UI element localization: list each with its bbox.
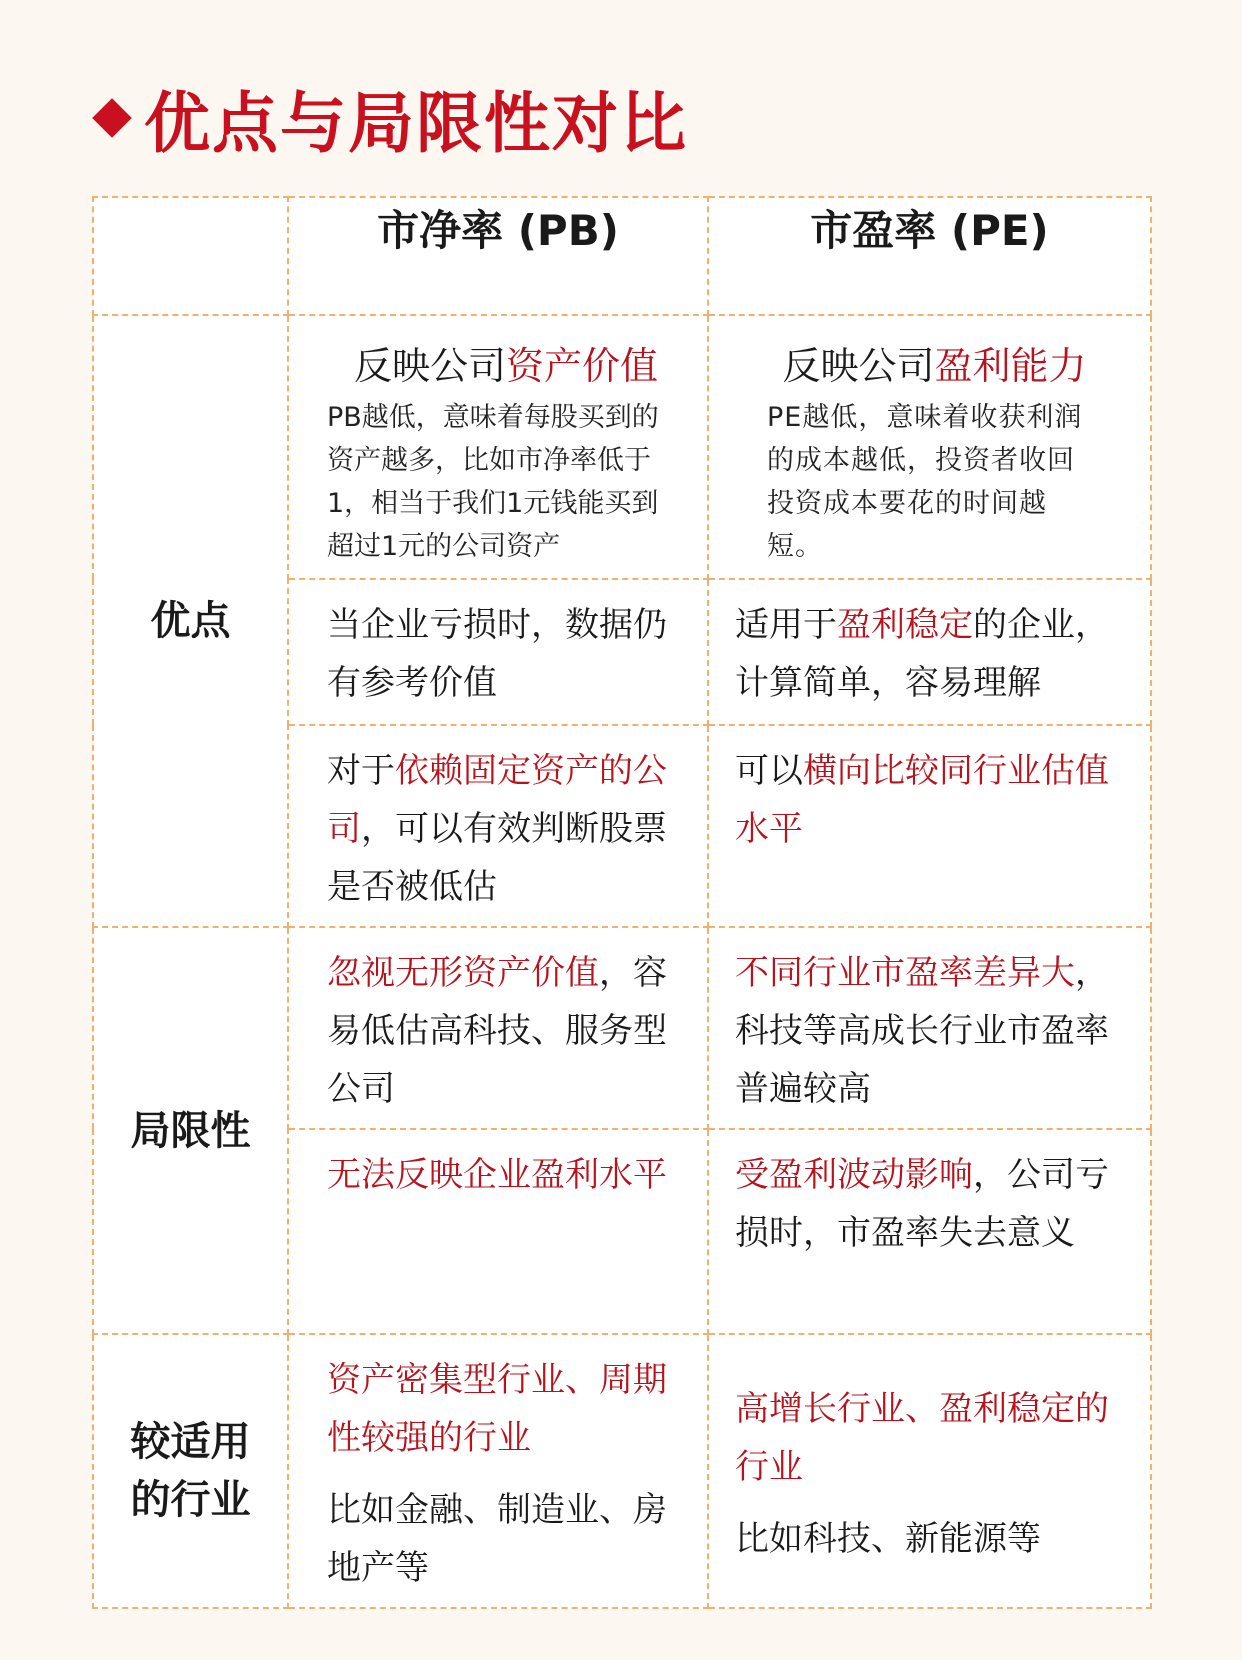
limits-pe-industry-diff: 不同行业市盈率差异大，科技等高成长行业市盈率普遍较高 (708, 927, 1151, 1129)
row-label-pros: 优点 (93, 315, 288, 927)
page-title-text: 优点与局限性对比 (144, 85, 688, 162)
table-row (93, 927, 1151, 1129)
header-pb: 市净率 (PB) (288, 197, 708, 315)
industry-pe (708, 1334, 1151, 1608)
diamond-bullet-icon (92, 98, 132, 138)
header-pe: 市盈率 (PE) (708, 197, 1151, 315)
pros-pe-earning-power (708, 315, 1151, 579)
row-label-industry: 较适用 的行业 (93, 1334, 288, 1608)
pros-pb-asset-value (288, 315, 708, 579)
pros-pe-horizontal-compare: 可以横向比较同行业估值水平 (708, 725, 1151, 927)
industry-pe-types: 高增长行业、盈利稳定的行业 (735, 1389, 1109, 1487)
table-row (93, 1334, 1151, 1608)
page-title (92, 70, 688, 165)
header-empty-cell (93, 197, 288, 315)
comparison-table (92, 196, 1152, 1609)
pros-pb-detail: PB越低，意味着每股买到的资产越多，比如市净率低于1，相当于我们1元钱能买到超过1元的公司资产 (327, 402, 659, 562)
pros-pb-heading: 反映公司资产价值 (353, 344, 659, 388)
pros-pb-loss-reference: 当企业亏损时，数据仍有参考价值 (288, 579, 708, 725)
limits-pe-volatility: 受盈利波动影响，公司亏损时，市盈率失去意义 (708, 1129, 1151, 1334)
pros-pe-stable-earnings: 适用于盈利稳定的企业，计算简单，容易理解 (708, 579, 1151, 725)
pros-pb-fixed-assets: 对于依赖固定资产的公司，可以有效判断股票是否被低估 (288, 725, 708, 927)
limits-pb-intangible: 忽视无形资产价值，容易低估高科技、服务型公司 (288, 927, 708, 1129)
pros-pe-detail: PE越低，意味着收获利润的成本越低，投资者收回投资成本要花的时间越短。 (767, 402, 1083, 562)
pros-pe-heading: 反映公司盈利能力 (782, 344, 1087, 388)
limits-pb-earnings: 无法反映企业盈利水平 (288, 1129, 708, 1334)
table-header-row (93, 197, 1151, 315)
industry-pe-example: 比如科技、新能源等 (735, 1519, 1041, 1559)
industry-pb-example: 比如金融、制造业、房地产等 (327, 1490, 667, 1588)
industry-pb-types: 资产密集型行业、周期性较强的行业 (327, 1360, 667, 1458)
industry-pb (288, 1334, 708, 1608)
row-label-limits: 局限性 (93, 927, 288, 1334)
table-row (93, 315, 1151, 579)
